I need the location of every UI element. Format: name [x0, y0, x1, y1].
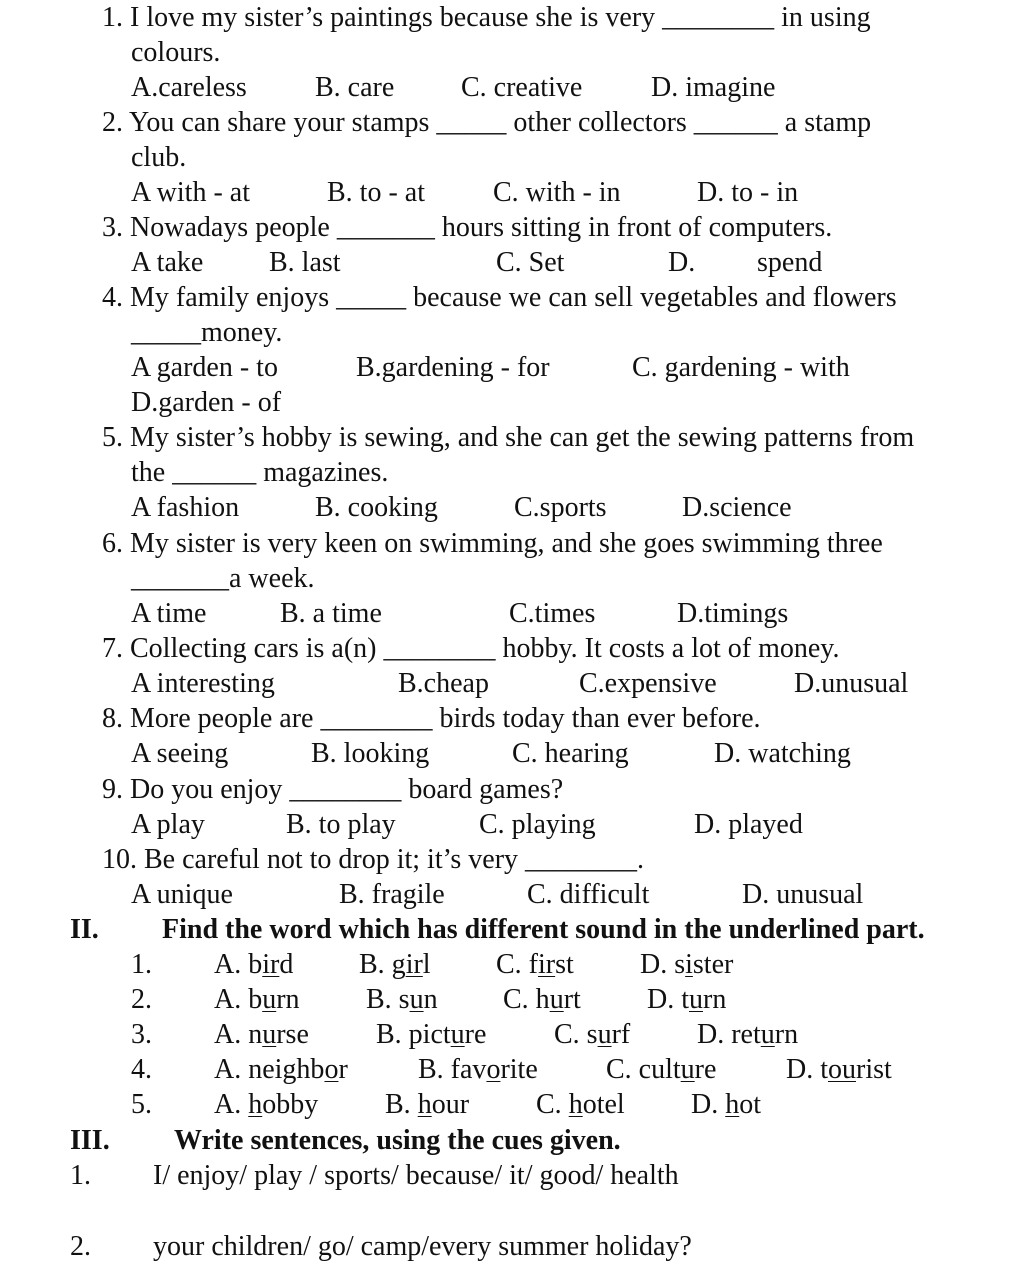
question-9: 9. Do you enjoy ________ board games?	[102, 774, 564, 805]
question-5-cont: the ______ magazines.	[131, 457, 389, 488]
word-option: B. picture	[376, 1019, 487, 1050]
option: D.	[668, 247, 696, 278]
word-option: A. bird	[214, 949, 294, 980]
option: A interesting	[131, 668, 275, 699]
word-option: D. turn	[647, 984, 727, 1015]
underlined-part: u	[262, 984, 277, 1015]
underlined-part: ou	[828, 1054, 856, 1085]
option: A.careless	[131, 72, 247, 103]
option: B.cheap	[398, 668, 489, 699]
option: C.sports	[514, 492, 607, 523]
option: B. looking	[311, 738, 430, 769]
word-option: B. hour	[385, 1089, 470, 1120]
underlined-part: u	[680, 1054, 695, 1085]
row-number: 3.	[131, 1019, 152, 1050]
question-5-options	[0, 491, 1024, 525]
section-2-title: Find the word which has different sound in the underlined part.	[162, 914, 925, 945]
option: spend	[757, 247, 823, 278]
word-option: C. hurt	[503, 984, 581, 1015]
question-3-options	[0, 246, 1024, 280]
option: D.garden - of	[131, 387, 282, 418]
underlined-part: u	[450, 1019, 465, 1050]
option: D. unusual	[742, 879, 864, 910]
underlined-part: o	[324, 1054, 339, 1085]
option: D.science	[682, 492, 792, 523]
option: A fashion	[131, 492, 240, 523]
option: A play	[131, 809, 205, 840]
word-option: D. sister	[640, 949, 734, 980]
question-1: 1. I love my sister’s paintings because she is very ________ in using	[102, 2, 871, 33]
question-1-options	[0, 71, 1024, 105]
pronunciation-row	[0, 1088, 1024, 1122]
question-8: 8. More people are ________ birds today than ever before.	[102, 703, 761, 734]
option: C. creative	[461, 72, 583, 103]
option: C.times	[509, 598, 596, 629]
underlined-part: u	[549, 984, 564, 1015]
pronunciation-row	[0, 1053, 1024, 1087]
word-option: C. hotel	[536, 1089, 625, 1120]
question-4-options	[0, 351, 1024, 385]
sentence-item: 2. your children/ go/ camp/every summer holiday?	[70, 1231, 692, 1262]
question-2: 2. You can share your stamps _____ other collectors ______ a stamp	[102, 107, 872, 138]
option: A time	[131, 598, 207, 629]
row-number: 5.	[131, 1089, 152, 1120]
section-3-title: Write sentences, using the cues given.	[174, 1125, 621, 1156]
question-10-options	[0, 878, 1024, 912]
question-6-options	[0, 597, 1024, 631]
question-8-options	[0, 737, 1024, 771]
row-number: 4.	[131, 1054, 152, 1085]
question-1-cont: colours.	[131, 37, 221, 68]
sentence-item: 1. I/ enjoy/ play / sports/ because/ it/ good/ health	[70, 1160, 679, 1191]
option: B. to play	[286, 809, 396, 840]
word-option: A. hobby	[214, 1089, 319, 1120]
question-6: 6. My sister is very keen on swimming, and she goes swimming three	[102, 528, 883, 559]
option: C. hearing	[512, 738, 629, 769]
option: C. with - in	[493, 177, 621, 208]
option: D. imagine	[651, 72, 776, 103]
underlined-part: u	[760, 1019, 775, 1050]
word-option: C. culture	[606, 1054, 717, 1085]
section-3-number: III.	[70, 1125, 110, 1156]
option: B. care	[315, 72, 395, 103]
section-2-number: II.	[70, 914, 99, 945]
question-10: 10. Be careful not to drop it; it’s very ________.	[102, 844, 645, 875]
pronunciation-row	[0, 948, 1024, 982]
underlined-part: h	[248, 1089, 263, 1120]
row-number: 2.	[131, 984, 152, 1015]
section-2-heading	[0, 913, 1024, 947]
option: D. played	[694, 809, 803, 840]
word-option: C. first	[496, 949, 574, 980]
option: D.unusual	[794, 668, 909, 699]
option: A with - at	[131, 177, 250, 208]
question-7-options	[0, 667, 1024, 701]
word-option: B. favorite	[418, 1054, 538, 1085]
option: A take	[131, 247, 204, 278]
option: A garden - to	[131, 352, 278, 383]
word-option: B. girl	[359, 949, 431, 980]
question-4: 4. My family enjoys _____ because we can sell vegetables and flowers	[102, 282, 897, 313]
question-7: 7. Collecting cars is a(n) ________ hobby. It costs a lot of money.	[102, 633, 840, 664]
underlined-part: i	[685, 949, 693, 980]
question-3: 3. Nowadays people _______ hours sitting in front of computers.	[102, 212, 833, 243]
word-option: D. hot	[691, 1089, 762, 1120]
word-option: B. sun	[366, 984, 438, 1015]
underlined-part: u	[689, 984, 703, 1015]
option: B. a time	[280, 598, 382, 629]
question-4-cont: _____money.	[131, 317, 283, 348]
row-number: 1.	[131, 949, 152, 980]
option: B. to - at	[327, 177, 425, 208]
option: D.timings	[677, 598, 789, 629]
word-option: D. tourist	[786, 1054, 892, 1085]
option: C.expensive	[579, 668, 717, 699]
word-option: A. burn	[214, 984, 300, 1015]
option: B. fragile	[339, 879, 445, 910]
underlined-part: o	[486, 1054, 501, 1085]
question-2-options	[0, 176, 1024, 210]
underlined-part: ir	[405, 949, 423, 980]
underlined-part: h	[568, 1089, 583, 1120]
option: A unique	[131, 879, 233, 910]
word-option: A. neighbor	[214, 1054, 348, 1085]
question-2-cont: club.	[131, 142, 187, 173]
option: C. difficult	[527, 879, 650, 910]
underlined-part: ir	[538, 949, 556, 980]
underlined-part: u	[262, 1019, 277, 1050]
option: D. watching	[714, 738, 851, 769]
underlined-part: h	[417, 1089, 432, 1120]
underlined-part: u	[409, 984, 424, 1015]
option: C. playing	[479, 809, 596, 840]
option: C. gardening - with	[632, 352, 850, 383]
word-option: C. surf	[554, 1019, 631, 1050]
option: C. Set	[496, 247, 565, 278]
underlined-part: h	[725, 1089, 740, 1120]
pronunciation-row	[0, 1018, 1024, 1052]
option: A seeing	[131, 738, 229, 769]
option: B.gardening - for	[356, 352, 550, 383]
underlined-part: u	[597, 1019, 612, 1050]
question-9-options	[0, 808, 1024, 842]
option: B. cooking	[315, 492, 438, 523]
word-option: A. nurse	[214, 1019, 309, 1050]
question-5: 5. My sister’s hobby is sewing, and she can get the sewing patterns from	[102, 422, 915, 453]
section-3-heading	[0, 1124, 1024, 1158]
question-6-cont: _______a week.	[131, 563, 315, 594]
option: B. last	[269, 247, 341, 278]
option: D. to - in	[697, 177, 799, 208]
pronunciation-row	[0, 983, 1024, 1017]
underlined-part: ir	[262, 949, 280, 980]
word-option: D. return	[697, 1019, 799, 1050]
